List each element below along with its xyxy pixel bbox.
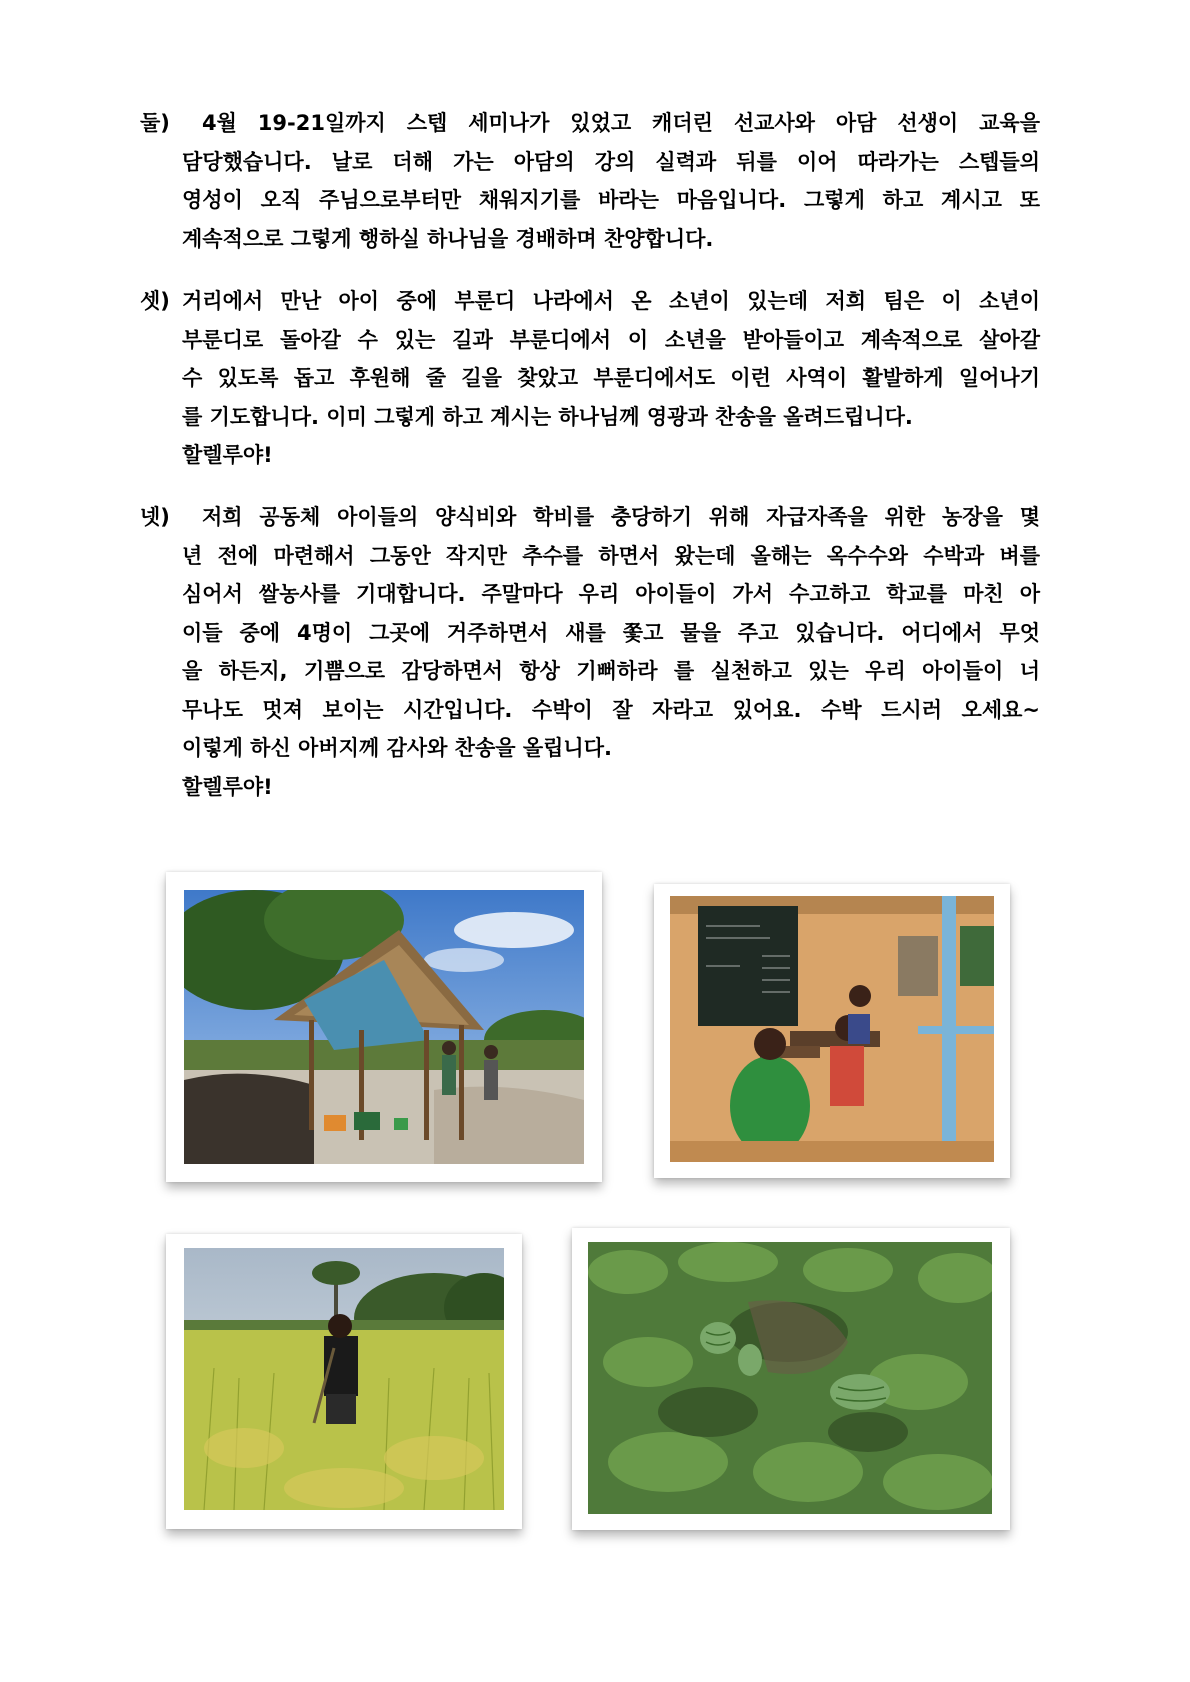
section-line: 이들 중에 4명이 그곳에 거주하면서 새를 쫓고 물을 주고 있습니다. 어디에서 무엇 xyxy=(182,620,1040,645)
rice-field-image xyxy=(184,1248,504,1510)
section-line: 무나도 멋져 보이는 시간입니다. 수박이 잘 자라고 있어요. 수박 드시러 오세요~ xyxy=(182,697,1040,722)
watermelon-field-photo-frame xyxy=(572,1228,1010,1530)
classroom-image xyxy=(670,896,994,1162)
section-marker: 둘) xyxy=(140,111,170,135)
farm-hut-photo xyxy=(184,890,584,1164)
section-line: 이렇게 하신 아버지께 감사와 찬송을 올립니다. xyxy=(182,736,612,760)
section-four xyxy=(140,498,1040,806)
classroom-photo xyxy=(670,896,994,1162)
farm-hut-image xyxy=(184,890,584,1164)
section-line: 4월 19-21일까지 스텝 세미나가 있었고 캐더린 선교사와 아담 선생이 교육을 xyxy=(202,111,1040,135)
section-three xyxy=(140,282,1040,475)
section-line: 담당했습니다. 날로 더해 가는 아담의 강의 실력과 뒤를 이어 따라가는 스텝들의 xyxy=(182,149,1040,174)
section-marker: 넷) xyxy=(140,505,170,529)
section-line: 년 전에 마련해서 그동안 작지만 추수를 하면서 왔는데 올해는 옥수수와 수박과 벼를 xyxy=(182,543,1040,568)
section-line: 계속적으로 그렇게 행하실 하나님을 경배하며 찬양합니다. xyxy=(182,226,714,251)
section-line: 저희 공동체 아이들의 양식비와 학비를 충당하기 위해 자급자족을 위한 농장을 몇 xyxy=(202,505,1040,529)
farm-hut-photo-frame xyxy=(166,872,602,1182)
section-marker: 셋) xyxy=(140,289,170,313)
section-line: 영성이 오직 주님으로부터만 채워지기를 바라는 마음입니다. 그렇게 하고 계시고 또 xyxy=(182,188,1040,212)
watermelon-field-image xyxy=(588,1242,992,1514)
section-line: 부룬디로 돌아갈 수 있는 길과 부룬디에서 이 소년을 받아들이고 계속적으로 살아갈 xyxy=(182,327,1040,352)
classroom-photo-frame xyxy=(654,884,1010,1178)
rice-field-photo-frame xyxy=(166,1234,522,1529)
section-line: 수 있도록 돕고 후원해 줄 길을 찾았고 부룬디에서도 이런 사역이 활발하게 일어나기 xyxy=(182,366,1040,390)
watermelon-field-photo xyxy=(588,1242,992,1514)
section-line: 을 하든지, 기쁨으로 감당하면서 항상 기뻐하라 를 실천하고 있는 우리 아이들이 너 xyxy=(182,659,1040,683)
section-line: 를 기도합니다. 이미 그렇게 하고 계시는 하나님께 영광과 찬송을 올려드립니다. xyxy=(182,404,913,429)
section-line: 심어서 쌀농사를 기대합니다. 주말마다 우리 아이들이 가서 수고하고 학교를 마친 아 xyxy=(182,582,1040,606)
hallelujah-text: 할렐루야! xyxy=(182,774,273,799)
rice-field-photo xyxy=(184,1248,504,1510)
section-line: 거리에서 만난 아이 중에 부룬디 나라에서 온 소년이 있는데 저희 팀은 이 소년이 xyxy=(182,289,1040,313)
hallelujah-text: 할렐루야! xyxy=(182,443,273,467)
section-two xyxy=(140,104,1040,258)
